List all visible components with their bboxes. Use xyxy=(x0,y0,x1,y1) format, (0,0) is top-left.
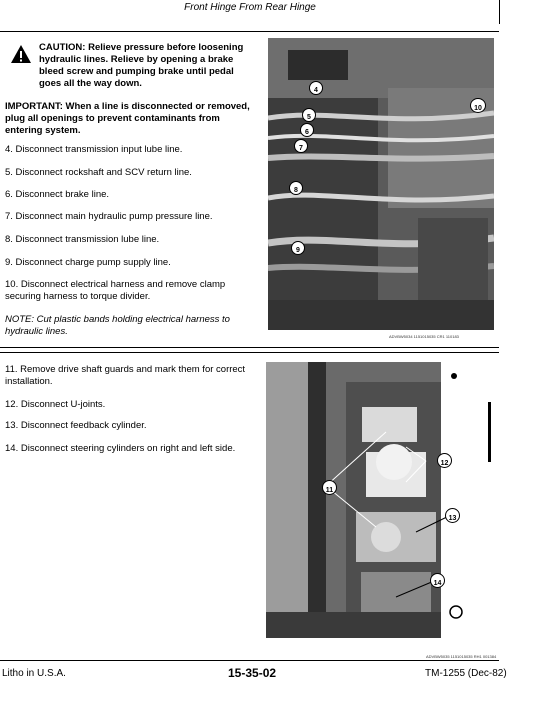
callout-6: 6 xyxy=(300,123,314,137)
note-text: NOTE: Cut plastic bands holding electrical harness to hydraulic lines. xyxy=(5,314,230,337)
step-5: 5. Disconnect rockshaft and SCV return line. xyxy=(5,167,192,178)
step-14: 14. Disconnect steering cylinders on right and left side. xyxy=(5,443,236,454)
caution-text: CAUTION: Relieve pressure before loosening hydraulic lines. Relieve by opening a brake bleed screw and pumping brake until pedal goes all the way down. xyxy=(39,42,244,89)
callout-11: 11 xyxy=(322,480,337,495)
caution-block xyxy=(8,42,258,90)
step-9: 9. Disconnect charge pump supply line. xyxy=(5,257,171,268)
step-12: 12. Disconnect U-joints. xyxy=(5,399,106,410)
footer-page-number: 15-35-02 xyxy=(228,666,277,680)
footer-left-text: Litho in U.S.A. xyxy=(2,668,66,679)
drive-shaft-photo-drawing xyxy=(266,362,498,648)
important-label: IMPORTANT: xyxy=(5,101,63,112)
hydraulic-lines-photo xyxy=(268,38,494,330)
important-block xyxy=(5,101,258,137)
step-11: 11. Remove drive shaft guards and mark them for correct installation. xyxy=(5,364,246,387)
page-header-title: Front Hinge From Rear Hinge xyxy=(184,2,316,13)
callout-13: 13 xyxy=(445,508,460,523)
callout-4: 4 xyxy=(309,81,323,95)
callout-14: 14 xyxy=(430,573,445,588)
step-8: 8. Disconnect transmission lube line. xyxy=(5,234,160,245)
step-4: 4. Disconnect transmission input lube line. xyxy=(5,144,183,155)
photo-2-caption: ADVBW5035 1151015035 RH1 001384 xyxy=(426,654,497,659)
callout-8: 8 xyxy=(289,181,303,195)
step-10: 10. Disconnect electrical harness and remove clamp securing harness to torque divider. xyxy=(5,279,226,302)
drive-shaft-photo xyxy=(266,362,498,648)
callout-12: 12 xyxy=(437,453,452,468)
step-6: 6. Disconnect brake line. xyxy=(5,189,110,200)
step-13: 13. Disconnect feedback cylinder. xyxy=(5,420,147,431)
footer-right-text: TM-1255 (Dec-82) xyxy=(425,668,507,679)
warning-triangle-icon xyxy=(10,44,32,64)
callout-10: 10 xyxy=(470,98,486,113)
step-7: 7. Disconnect main hydraulic pump pressure line. xyxy=(5,211,213,222)
callout-9: 9 xyxy=(291,241,305,255)
photo-1-caption: ADVBW5034 1151015035 CR1 110183 xyxy=(389,334,459,339)
header-right-rule xyxy=(499,0,500,24)
callout-7: 7 xyxy=(294,139,308,153)
callout-5: 5 xyxy=(302,108,316,122)
important-text: When a line is disconnected or removed, plug all openings to prevent contaminants from entering system. xyxy=(5,101,250,136)
